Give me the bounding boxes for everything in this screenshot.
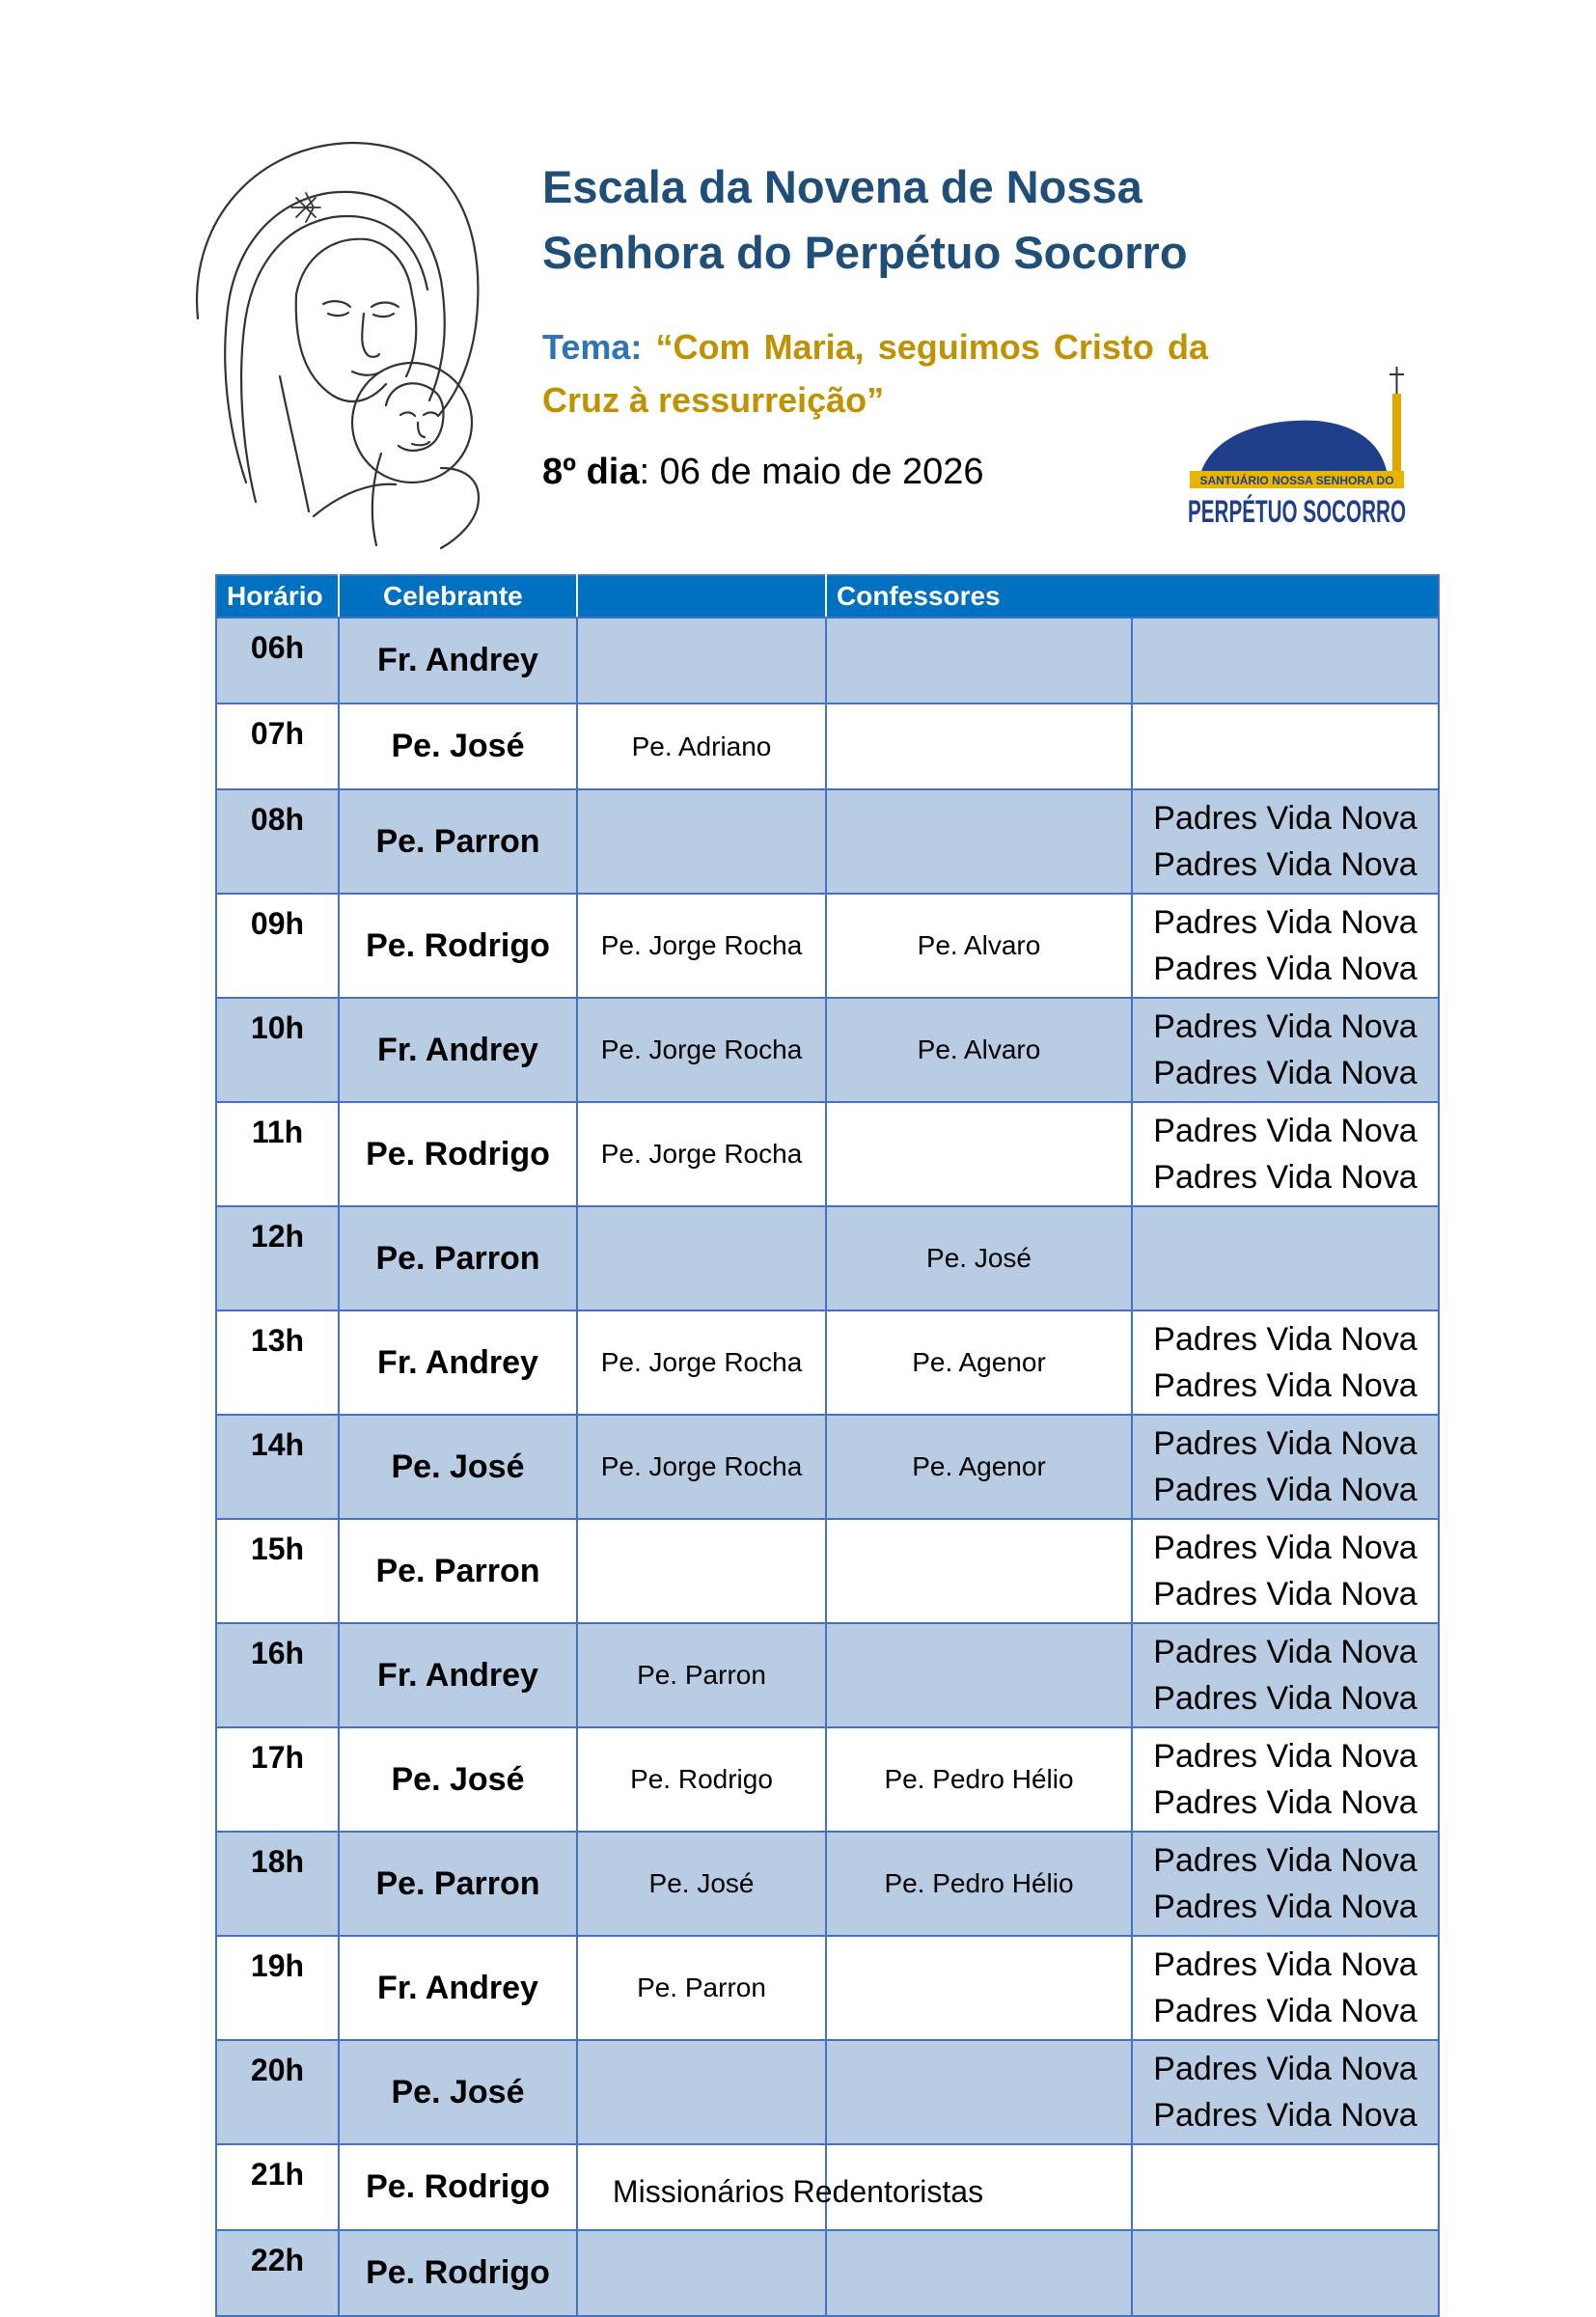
title-line-1: Escala da Novena de Nossa: [542, 161, 1142, 212]
vida-nova-line: Padres Vida Nova: [1153, 800, 1417, 837]
cell-confessor-3: [1132, 1415, 1439, 1519]
table-row: [216, 703, 1439, 789]
vida-nova-line: Padres Vida Nova: [1153, 1530, 1417, 1566]
page-title: [542, 154, 1237, 286]
star-icon: [291, 193, 320, 222]
cell-confessor-2: [826, 1936, 1132, 2040]
cell-confessor-2: Pe. Pedro Hélio: [826, 1727, 1132, 1832]
cell-celebrant: Pe. José: [339, 2040, 577, 2144]
header-confessors: Confessores: [826, 575, 1439, 618]
cell-time: 09h: [216, 894, 339, 998]
cell-confessor-2: Pe. Pedro Hélio: [826, 1832, 1132, 1936]
table-row: [216, 2230, 1439, 2316]
vida-nova-line: Padres Vida Nova: [1153, 1008, 1417, 1045]
sanctuary-logo-icon: [1182, 365, 1423, 543]
table-row: [216, 1936, 1439, 2040]
header-time: Horário: [216, 575, 339, 618]
cell-confessor-3: [1132, 1936, 1439, 2040]
header-blank: [577, 575, 826, 618]
cell-confessor-2: [826, 1623, 1132, 1727]
table-row: [216, 1415, 1439, 1519]
header-celebrant: Celebrante: [339, 575, 577, 618]
cell-confessor-1: [577, 789, 826, 894]
vida-nova-line: Padres Vida Nova: [1153, 846, 1417, 883]
cell-confessor-3: [1132, 1102, 1439, 1206]
cell-confessor-1: Pe. Adriano: [577, 703, 826, 789]
table-row: [216, 998, 1439, 1102]
vida-nova-line: Padres Vida Nova: [1153, 1738, 1417, 1775]
day-line: [542, 452, 984, 493]
cell-confessor-1: [577, 618, 826, 703]
day-label: 8º dia: [542, 452, 640, 492]
vida-nova-line: Padres Vida Nova: [1153, 1889, 1417, 1925]
cell-celebrant: Pe. José: [339, 1415, 577, 1519]
vida-nova-line: Padres Vida Nova: [1153, 1784, 1417, 1821]
theme: [542, 320, 1208, 427]
cell-celebrant: Pe. Rodrigo: [339, 1102, 577, 1206]
cell-confessor-3: [1132, 1623, 1439, 1727]
vida-nova-line: Padres Vida Nova: [1153, 2097, 1417, 2134]
cell-confessor-1: [577, 1206, 826, 1310]
cell-time: 13h: [216, 1310, 339, 1415]
vida-nova-line: Padres Vida Nova: [1153, 1472, 1417, 1508]
cell-time: 21h: [216, 2144, 339, 2230]
cell-celebrant: Pe. José: [339, 1727, 577, 1832]
cell-confessor-2: [826, 618, 1132, 703]
cell-confessor-2: [826, 1102, 1132, 1206]
table-row: [216, 1832, 1439, 1936]
cell-confessor-2: Pe. José: [826, 1206, 1132, 1310]
vida-nova-line: Padres Vida Nova: [1153, 1993, 1417, 2029]
cell-confessor-3: [1132, 2040, 1439, 2144]
cell-confessor-2: [826, 703, 1132, 789]
cell-confessor-3: [1132, 1727, 1439, 1832]
table-row: [216, 1206, 1439, 1310]
vida-nova-line: Padres Vida Nova: [1153, 1321, 1417, 1358]
cell-celebrant: Fr. Andrey: [339, 618, 577, 703]
table-row: [216, 1727, 1439, 1832]
cell-confessor-1: Pe. Jorge Rocha: [577, 998, 826, 1102]
vida-nova-line: Padres Vida Nova: [1153, 1425, 1417, 1462]
cell-time: 17h: [216, 1727, 339, 1832]
cell-confessor-1: Pe. Rodrigo: [577, 1727, 826, 1832]
cell-confessor-3: [1132, 789, 1439, 894]
cell-celebrant: Pe. Rodrigo: [339, 2230, 577, 2316]
cell-confessor-3: [1132, 1206, 1439, 1310]
cell-celebrant: Pe. Parron: [339, 1832, 577, 1936]
cell-time: 12h: [216, 1206, 339, 1310]
table-row: [216, 1102, 1439, 1206]
cell-confessor-2: Pe. Agenor: [826, 1310, 1132, 1415]
cell-time: 11h: [216, 1102, 339, 1206]
vida-nova-line: Padres Vida Nova: [1153, 1634, 1417, 1670]
cell-time: 07h: [216, 703, 339, 789]
cell-confessor-3: [1132, 2230, 1439, 2316]
cell-confessor-3: [1132, 1310, 1439, 1415]
vida-nova-line: Padres Vida Nova: [1153, 1055, 1417, 1091]
cell-confessor-3: [1132, 894, 1439, 998]
cell-celebrant: Fr. Andrey: [339, 1310, 577, 1415]
table-row: [216, 2040, 1439, 2144]
cell-celebrant: Pe. Parron: [339, 789, 577, 894]
table-row: [216, 1519, 1439, 1623]
cell-confessor-2: [826, 1519, 1132, 1623]
cell-confessor-1: [577, 2230, 826, 2316]
cell-celebrant: Pe. José: [339, 703, 577, 789]
vida-nova-line: Padres Vida Nova: [1153, 2051, 1417, 2087]
cell-celebrant: Pe. Parron: [339, 1206, 577, 1310]
cell-celebrant: Pe. Rodrigo: [339, 2144, 577, 2230]
cell-time: 10h: [216, 998, 339, 1102]
cell-time: 20h: [216, 2040, 339, 2144]
vida-nova-line: Padres Vida Nova: [1153, 1842, 1417, 1879]
logo-line-2: PERPÉTUO SOCORRO: [1188, 494, 1406, 529]
cell-time: 15h: [216, 1519, 339, 1623]
vida-nova-line: Padres Vida Nova: [1153, 1576, 1417, 1613]
vida-nova-line: Padres Vida Nova: [1153, 1946, 1417, 1983]
logo-line-1: SANTUÁRIO NOSSA SENHORA DO: [1199, 474, 1394, 487]
cell-confessor-2: [826, 2040, 1132, 2144]
cell-confessor-1: [577, 2040, 826, 2144]
cell-confessor-2: Pe. Agenor: [826, 1415, 1132, 1519]
vida-nova-line: Padres Vida Nova: [1153, 904, 1417, 941]
title-line-2: Senhora do Perpétuo Socorro: [542, 227, 1188, 278]
cell-time: 14h: [216, 1415, 339, 1519]
cell-confessor-3: [1132, 618, 1439, 703]
cell-confessor-1: Pe. José: [577, 1832, 826, 1936]
table-row: [216, 1623, 1439, 1727]
cell-time: 19h: [216, 1936, 339, 2040]
schedule-body: [216, 618, 1439, 2316]
cell-confessor-3: [1132, 998, 1439, 1102]
schedule-table: [215, 574, 1440, 2317]
cell-celebrant: Pe. Rodrigo: [339, 894, 577, 998]
cell-time: 06h: [216, 618, 339, 703]
vida-nova-line: Padres Vida Nova: [1153, 1159, 1417, 1196]
cell-celebrant: Pe. Parron: [339, 1519, 577, 1623]
cell-confessor-2: [826, 789, 1132, 894]
vida-nova-line: Padres Vida Nova: [1153, 1367, 1417, 1404]
cell-confessor-1: Pe. Jorge Rocha: [577, 894, 826, 998]
madonna-child-icon: [188, 135, 497, 550]
table-row: [216, 789, 1439, 894]
table-row: [216, 618, 1439, 703]
cell-confessor-1: Pe. Jorge Rocha: [577, 1415, 826, 1519]
cell-confessor-1: Pe. Jorge Rocha: [577, 1102, 826, 1206]
cell-celebrant: Fr. Andrey: [339, 1936, 577, 2040]
cell-confessor-2: [826, 2230, 1132, 2316]
cell-confessor-1: Pe. Parron: [577, 1623, 826, 1727]
cell-confessor-2: Pe. Alvaro: [826, 998, 1132, 1102]
theme-text: “Com Maria, seguimos Cristo da Cruz à ressurreição”: [542, 327, 1208, 420]
cell-confessor-1: Pe. Jorge Rocha: [577, 1310, 826, 1415]
cell-time: 22h: [216, 2230, 339, 2316]
table-row: [216, 1310, 1439, 1415]
cell-confessor-3: [1132, 1519, 1439, 1623]
cell-confessor-1: [577, 1519, 826, 1623]
table-header-row: [216, 575, 1439, 618]
cell-confessor-1: Pe. Parron: [577, 1936, 826, 2040]
day-value: : 06 de maio de 2026: [639, 452, 984, 492]
theme-label: Tema:: [542, 327, 643, 367]
cell-time: 08h: [216, 789, 339, 894]
cell-confessor-3: [1132, 703, 1439, 789]
cell-confessor-3: [1132, 1832, 1439, 1936]
footer: Missionários Redentoristas: [612, 2174, 984, 2209]
vida-nova-line: Padres Vida Nova: [1153, 951, 1417, 987]
cell-celebrant: Fr. Andrey: [339, 1623, 577, 1727]
cell-time: 16h: [216, 1623, 339, 1727]
cell-time: 18h: [216, 1832, 339, 1936]
table-row: [216, 894, 1439, 998]
vida-nova-line: Padres Vida Nova: [1153, 1680, 1417, 1717]
vida-nova-line: Padres Vida Nova: [1153, 1113, 1417, 1149]
cell-confessor-2: Pe. Alvaro: [826, 894, 1132, 998]
cell-celebrant: Fr. Andrey: [339, 998, 577, 1102]
